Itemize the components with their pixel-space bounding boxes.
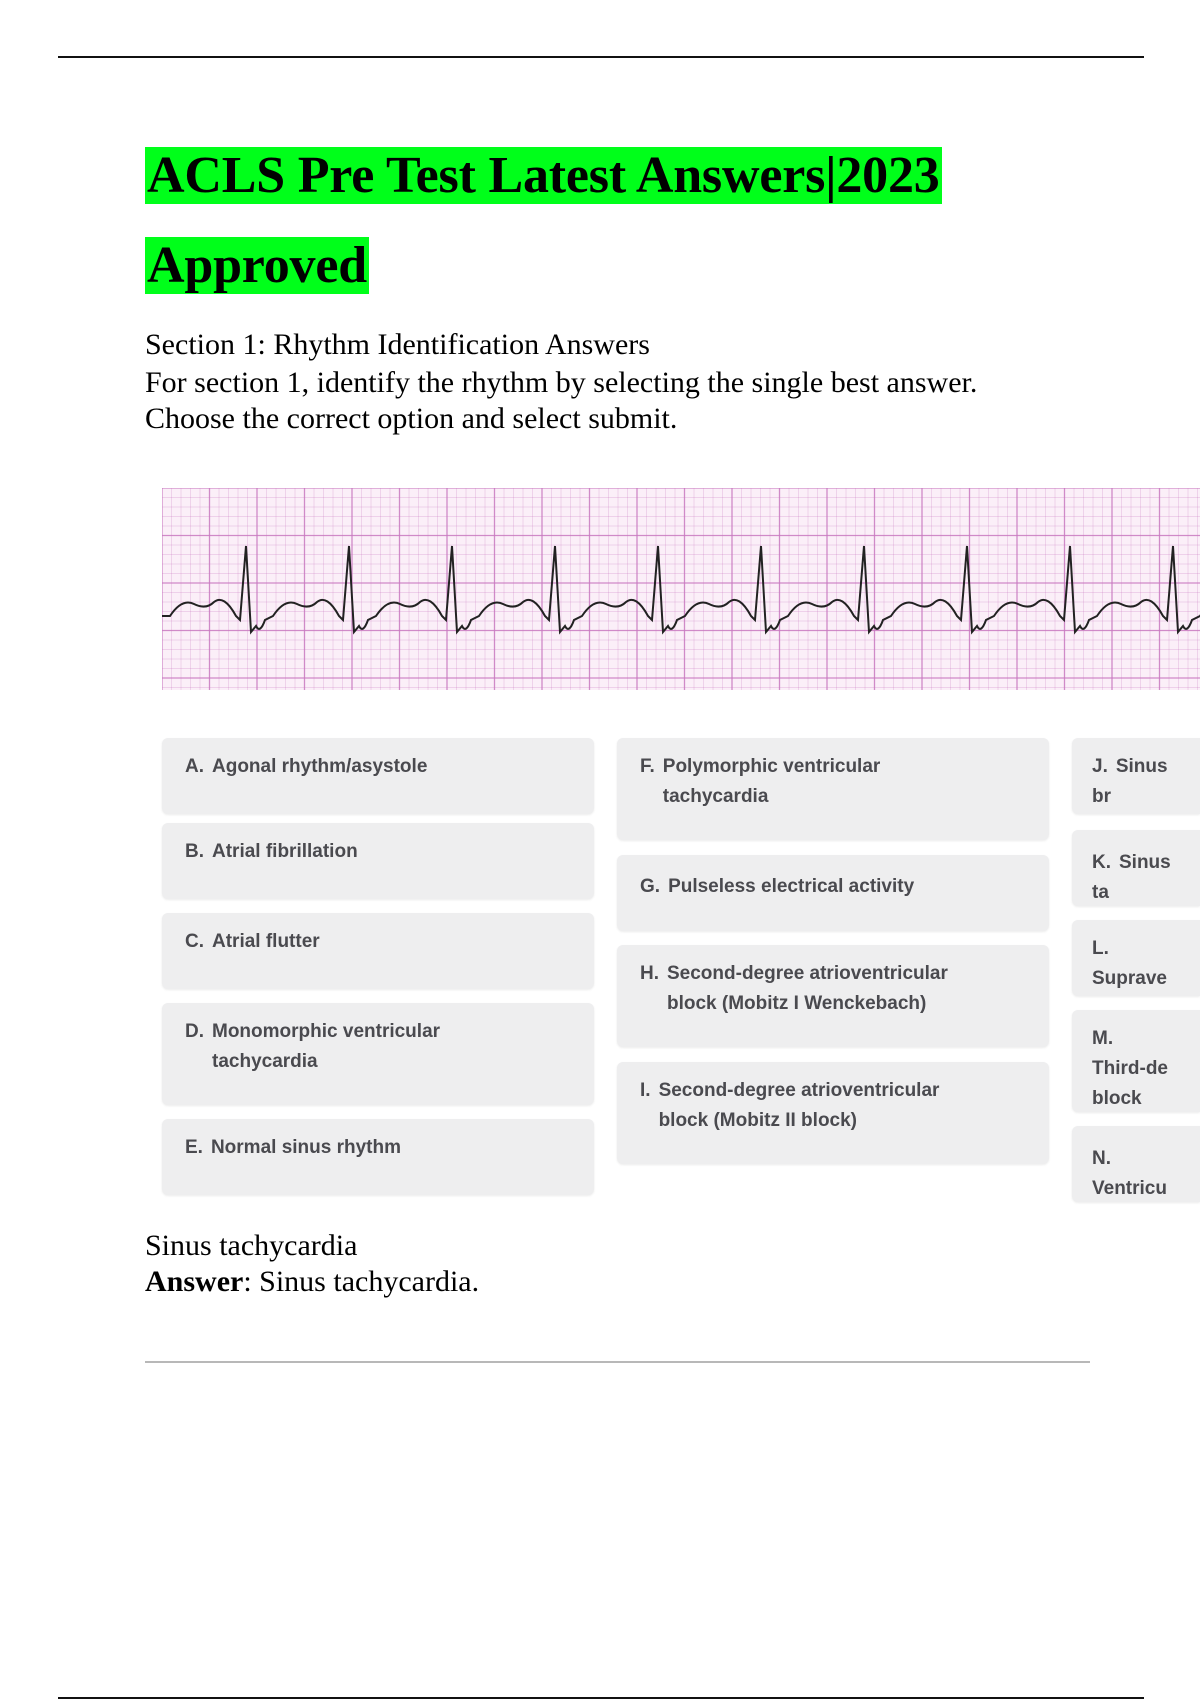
option-label: Atrial fibrillation xyxy=(212,841,358,862)
title-text-2: Approved xyxy=(147,237,367,294)
answer-label: Answer xyxy=(145,1265,244,1298)
instruction-line-1: For section 1, identify the rhythm by selecting the single best answer. xyxy=(145,366,978,399)
option-label xyxy=(663,752,881,812)
option-d-button[interactable] xyxy=(162,1003,594,1105)
option-letter: E. xyxy=(185,1137,203,1158)
option-letter: B. xyxy=(185,841,204,862)
option-letter: I. xyxy=(640,1080,651,1101)
option-h-button[interactable] xyxy=(617,945,1049,1047)
option-i-button[interactable] xyxy=(617,1062,1049,1164)
option-letter: G. xyxy=(640,876,661,897)
option-g-button[interactable] xyxy=(617,855,1049,931)
option-label: Pulseless electrical activity xyxy=(668,876,915,897)
option-label-line-2: block xyxy=(1092,1088,1142,1109)
option-label: Sinus br xyxy=(1092,756,1168,807)
option-f-button[interactable] xyxy=(617,738,1049,840)
option-label-line-2: block (Mobitz I Wenckebach) xyxy=(667,993,927,1014)
option-label: Atrial flutter xyxy=(212,931,320,952)
section-divider xyxy=(145,1361,1090,1363)
answer-line xyxy=(145,1264,479,1300)
option-e-button[interactable] xyxy=(162,1119,594,1195)
option-label-line-2: tachycardia xyxy=(212,1051,318,1072)
option-letter: J. xyxy=(1092,756,1108,777)
title-line-2 xyxy=(145,237,369,295)
option-letter: M. xyxy=(1092,1028,1114,1049)
section-heading: Section 1: Rhythm Identification Answers xyxy=(145,328,650,361)
option-j-button[interactable] xyxy=(1072,738,1200,814)
option-label-line-1: Third-de xyxy=(1092,1058,1168,1079)
option-letter: F. xyxy=(640,756,655,777)
option-label-line-2: block (Mobitz II block) xyxy=(658,1110,858,1131)
selected-answer-text: Sinus tachycardia xyxy=(145,1229,358,1262)
option-label-line-2: tachycardia xyxy=(662,786,769,807)
option-label xyxy=(1092,1054,1168,1114)
top-rule xyxy=(58,56,1144,58)
option-label-line-1: Second-degree atrioventricular xyxy=(667,963,948,984)
option-m-button[interactable] xyxy=(1072,1010,1200,1112)
title-line-1 xyxy=(145,147,942,205)
option-label: Suprave xyxy=(1092,968,1167,989)
title-text-1: ACLS Pre Test Latest Answers|2023 xyxy=(147,147,940,204)
option-letter: H. xyxy=(640,963,659,984)
bottom-rule xyxy=(58,1697,1144,1699)
option-label-line-1: Polymorphic ventricular xyxy=(662,756,881,777)
option-label: Normal sinus rhythm xyxy=(210,1137,401,1158)
option-letter: D. xyxy=(185,1021,204,1042)
option-letter: A. xyxy=(185,756,204,777)
ecg-strip-image xyxy=(162,488,1200,690)
option-l-button[interactable] xyxy=(1072,920,1200,996)
option-letter: L. xyxy=(1092,938,1109,959)
option-label: Agonal rhythm/asystole xyxy=(212,756,428,777)
answer-value: : Sinus tachycardia. xyxy=(243,1265,480,1298)
option-n-button[interactable] xyxy=(1072,1126,1200,1202)
instruction-line-2: Choose the correct option and select submit. xyxy=(145,402,678,435)
option-label xyxy=(659,1076,940,1136)
option-label xyxy=(212,1017,440,1077)
option-c-button[interactable] xyxy=(162,913,594,989)
ecg-grid-and-trace xyxy=(162,488,1200,690)
option-letter: C. xyxy=(185,931,204,952)
option-k-button[interactable] xyxy=(1072,830,1200,906)
option-letter: N. xyxy=(1092,1148,1111,1169)
option-label xyxy=(667,959,948,1019)
option-label: Ventricu xyxy=(1092,1178,1167,1199)
option-a-button[interactable] xyxy=(162,738,594,814)
option-label-line-1: Second-degree atrioventricular xyxy=(658,1080,940,1101)
option-label-line-1: Monomorphic ventricular xyxy=(212,1021,441,1042)
option-label: Sinus ta xyxy=(1092,852,1171,903)
option-letter: K. xyxy=(1092,852,1111,873)
option-b-button[interactable] xyxy=(162,823,594,899)
